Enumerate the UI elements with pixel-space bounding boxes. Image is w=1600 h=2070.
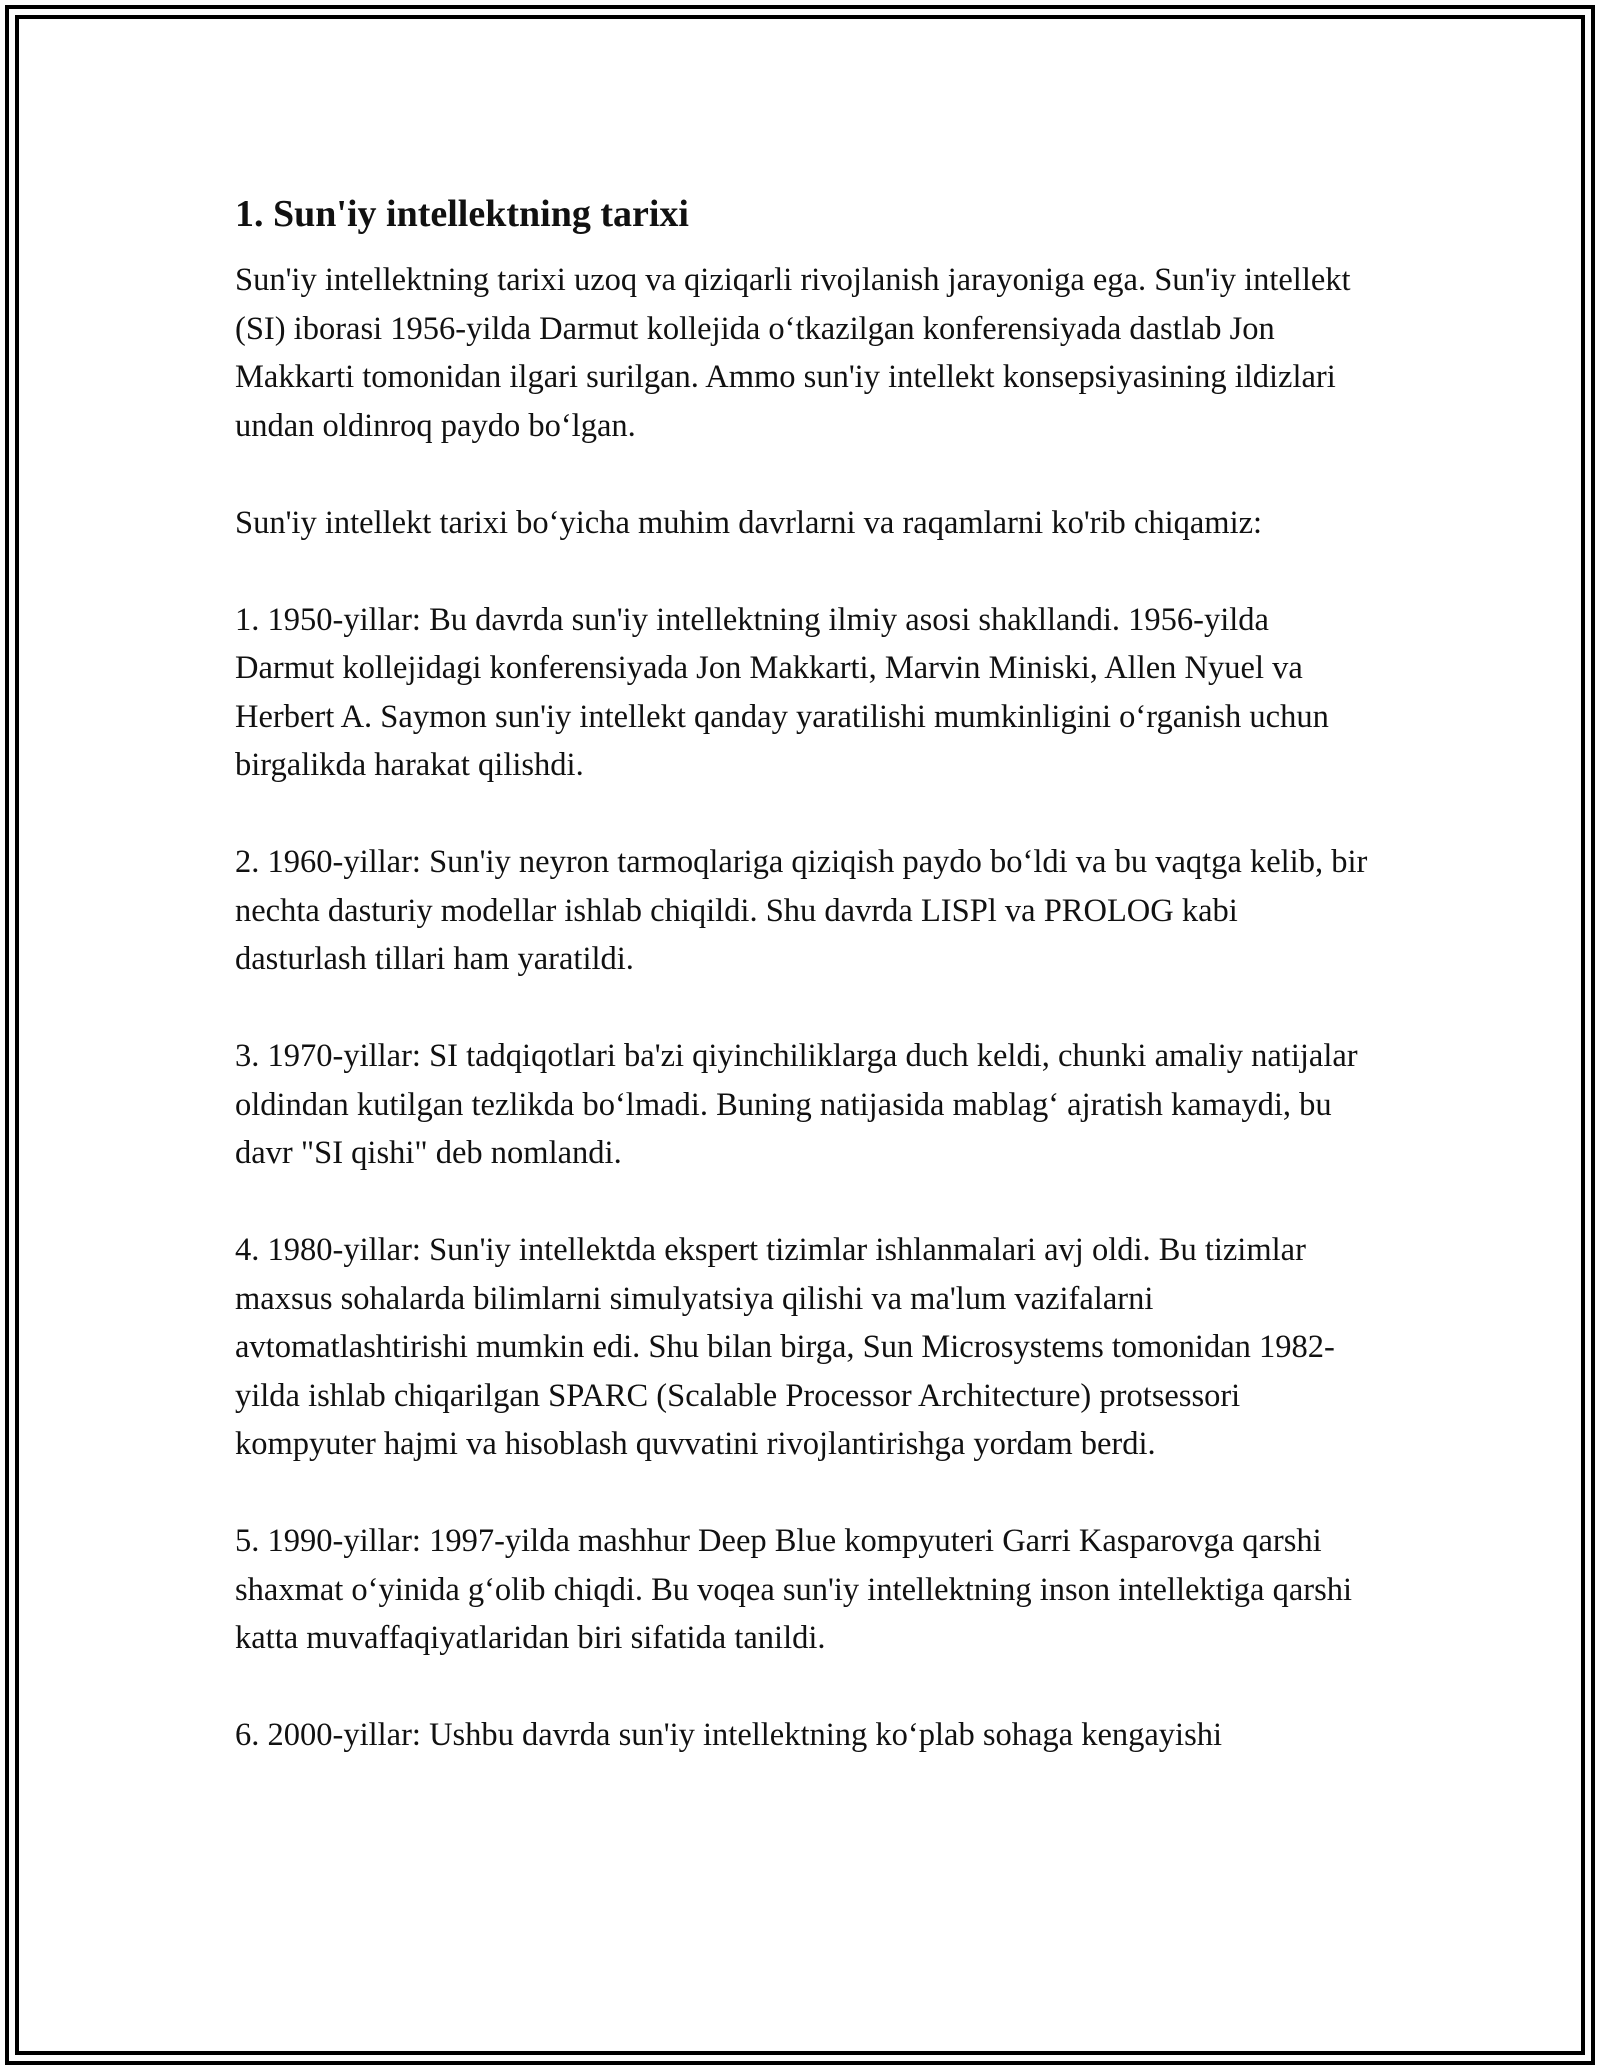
document-body [235, 188, 1375, 1808]
section-heading: 1. Sun'iy intellektning tarixi [235, 193, 689, 235]
era-1950s-paragraph: 1. 1950-yillar: Bu davrda sun'iy intellektning ilmiy asosi shakllandi. 1956-yilda Darmut kollejidagi konferensiyada Jon Makkarti, Marvin Miniski, Allen Nyuel va Herbert A. Saymon sun'iy intellekt qanday yaratilishi mumkinligini o‘rganish uchun birgalikda harakat qilishdi. [235, 601, 1329, 783]
era-1960s-paragraph: 2. 1960-yillar: Sun'iy neyron tarmoqlariga qiziqish paydo bo‘ldi va bu vaqtga kelib, bir nechta dasturiy modellar ishlab chiqildi. Shu davrda LISPl va PROLOG kabi dasturlash tillari ham yaratildi. [235, 844, 1368, 977]
era-1980s-paragraph: 4. 1980-yillar: Sun'iy intellektda ekspert tizimlar ishlanmalari avj oldi. Bu tizimlar maxsus sohalarda bilimlarni simulyatsiya qilishi va ma'lum vazifalarni avtomatlashtirishi mumkin edi. Shu bilan birga, Sun Microsystems tomonidan 1982-yilda ishlab chiqarilgan SPARC (Scalable Processor Architecture) protsessori kompyuter hajmi va hisoblash quvvatini rivojlantirishga yordam berdi. [235, 1232, 1335, 1462]
era-1970s-paragraph: 3. 1970-yillar: SI tadqiqotlari ba'zi qiyinchiliklarga duch keldi, chunki amaliy natijalar oldindan kutilgan tezlikda bo‘lmadi. Buning natijasida mablag‘ ajratish kamaydi, bu davr "SI qishi" deb nomlandi. [235, 1038, 1358, 1171]
overview-paragraph: Sun'iy intellekt tarixi bo‘yicha muhim davrlarni va raqamlarni ko'rib chiqamiz: [235, 504, 1263, 541]
era-2000s-paragraph: 6. 2000-yillar: Ushbu davrda sun'iy intellektning ko‘plab sohaga kengayishi [235, 1717, 1222, 1753]
era-1990s-paragraph: 5. 1990-yillar: 1997-yilda mashhur Deep Blue kompyuteri Garri Kasparovga qarshi shaxmat o‘yinida g‘olib chiqdi. Bu voqea sun'iy intellektning inson intellektiga qarshi katta muvaffaqiyatlaridan biri sifatida tanildi. [235, 1523, 1352, 1656]
intro-paragraph: Sun'iy intellektning tarixi uzoq va qiziqarli rivojlanish jarayoniga ega. Sun'iy intellekt (SI) iborasi 1956-yilda Darmut kollejida o‘tkazilgan konferensiyada dastlab Jon Makkarti tomonidan ilgari surilgan. Ammo sun'iy intellekt konsepsiyasining ildizlari undan oldinroq paydo bo‘lgan. [235, 262, 1351, 444]
